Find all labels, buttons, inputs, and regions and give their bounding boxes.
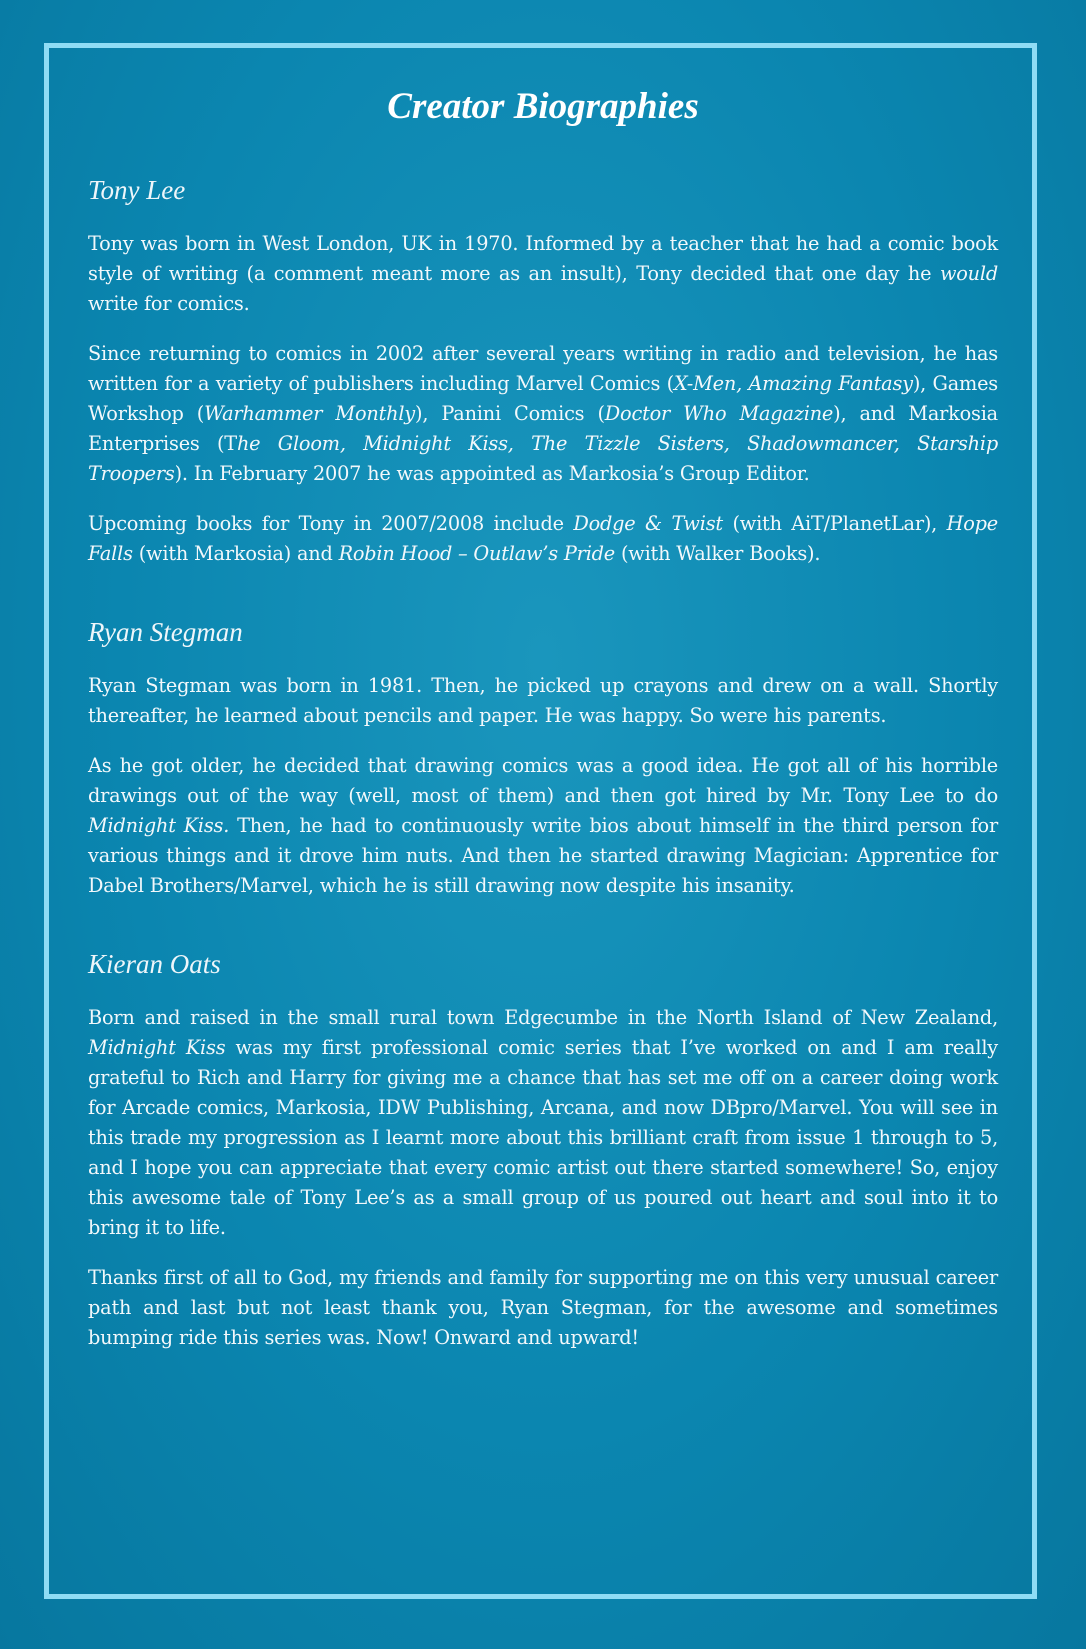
biographies-page xyxy=(88,84,998,1353)
bio-paragraph: Thanks first of all to God, my friends and family for supporting me on this very unusual career path and last but not least thank you, Ryan Stegman, for the awesome and sometimes bumping ride this series was. Now! Onward and upward! xyxy=(88,1266,998,1349)
bio-paragraph: Ryan Stegman was born in 1981. Then, he picked up crayons and drew on a wall. Shortly thereafter, he learned about pencils and paper. He was happy. So were his parents. xyxy=(88,674,998,727)
bio-name-ryan-stegman: Ryan Stegman xyxy=(88,617,243,647)
bio-paragraph: Since returning to comics in 2002 after several years writing in radio and television, he has written for a variety of publishers including Marvel Comics (X-Men, Amazing Fantasy), Games Workshop (Warhammer Monthly), Panini Comics (Doctor Who Magazine), and Markosia Enterprises (The Gloom, Midnight Kiss, The Tizzle Sisters, Shadowmancer, Starship Troopers). In February 2007 he was appointed as Markosia’s Group Editor. xyxy=(88,342,998,485)
bio-paragraph: Born and raised in the small rural town Edgecumbe in the North Island of New Zealand, Midnight Kiss was my first professional comic series that I’ve worked on and I am really grateful to Rich and Harry for giving me a chance that has set me off on a career doing work for Arcade comics, Markosia, IDW Publishing, Arcana, and now DBpro/Marvel. You will see in this trade my progression as I learnt more about this brilliant craft from issue 1 through to 5, and I hope you can appreciate that every comic artist out there started somewhere! So, enjoy this awesome tale of Tony Lee’s as a small group of us poured out heart and soul into it to bring it to life. xyxy=(88,1006,998,1239)
bio-paragraph: As he got older, he decided that drawing comics was a good idea. He got all of his horrible drawings out of the way (well, most of them) and then got hired by Mr. Tony Lee to do Midnight Kiss. Then, he had to continuously write bios about himself in the third person for various things and it drove him nuts. And then he started drawing Magician: Apprentice for Dabel Brothers/Marvel, which he is still drawing now despite his insanity. xyxy=(88,754,998,897)
bio-name-tony-lee: Tony Lee xyxy=(88,175,186,205)
page-title: Creator Biographies xyxy=(387,86,699,127)
bio-paragraph: Upcoming books for Tony in 2007/2008 include Dodge & Twist (with AiT/PlanetLar), Hope Falls (with Markosia) and Robin Hood – Outlaw’s Pride (with Walker Books). xyxy=(88,512,998,565)
bio-paragraph: Tony was born in West London, UK in 1970. Informed by a teacher that he had a comic book style of writing (a comment meant more as an insult), Tony decided that one day he would write for comics. xyxy=(88,232,998,315)
bio-name-kieran-oats: Kieran Oats xyxy=(88,949,221,979)
